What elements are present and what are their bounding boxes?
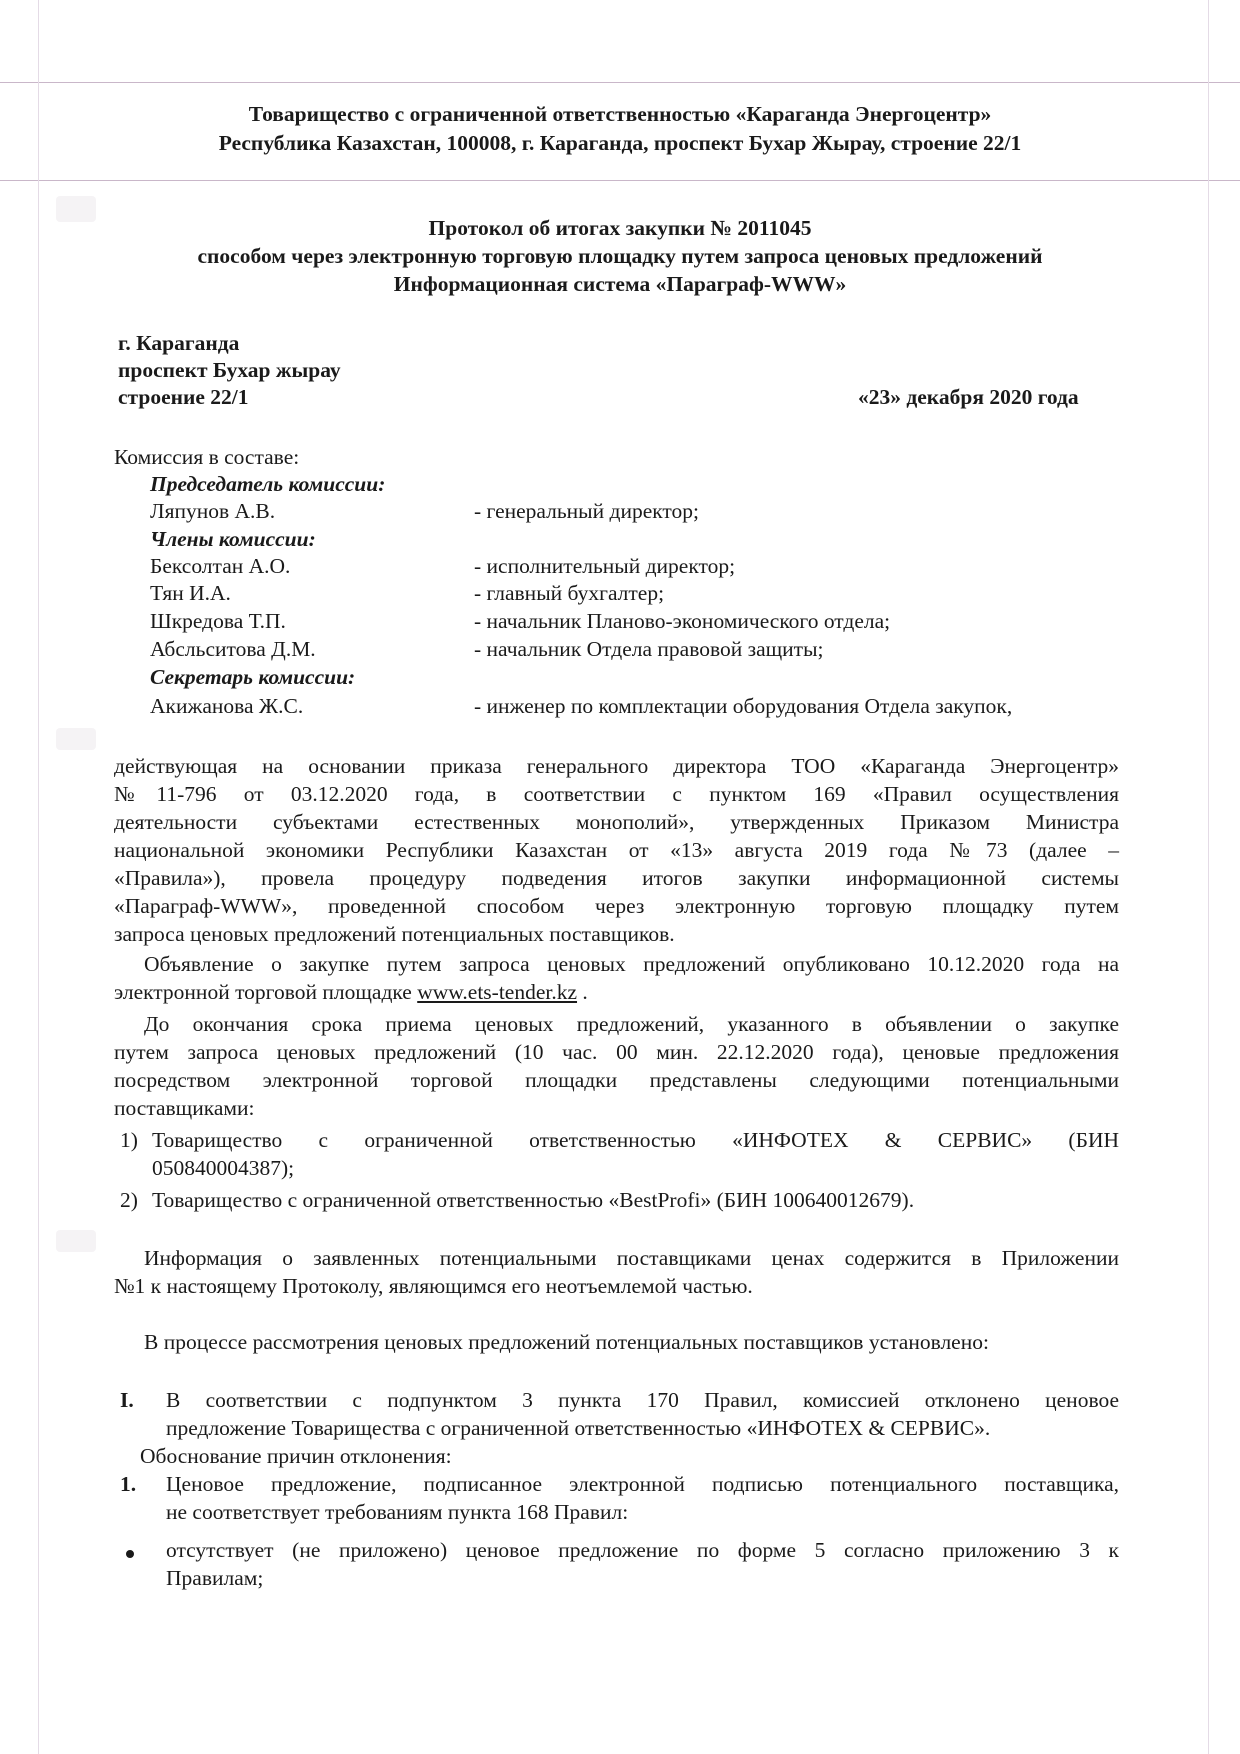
platform-link[interactable]: www.ets-tender.kz — [417, 980, 578, 1004]
section-line: В соответствии с подпунктом 3 пункта 170 Правил, комиссией отклонено ценовое — [166, 1388, 1119, 1412]
chair-role: - генеральный директор; — [474, 499, 699, 523]
paragraph-line: «Правила»), провела процедуру подведения итогов закупки информационной системы — [114, 866, 1119, 890]
bullet-text — [166, 1536, 1119, 1592]
org-address: Республика Казахстан, 100008, г. Караганда, проспект Бухар Жырау, строение 22/1 — [218, 131, 1022, 155]
basis-paragraph — [114, 752, 1119, 948]
rejection-reason-heading: Обоснование причин отклонения: — [140, 1444, 452, 1468]
reason-number: 1. — [120, 1472, 137, 1496]
sentence-end: . — [582, 980, 588, 1004]
scan-smudge — [56, 728, 96, 750]
member-name: Шкредова Т.П. — [150, 609, 286, 633]
paragraph-line: №1 к настоящему Протоколу, являющимся его неотъемлемой частью. — [114, 1274, 753, 1298]
member-name: Тян И.А. — [150, 581, 231, 605]
supplier-text: Товарищество с ограниченной ответственностью «ИНФОТЕХ & СЕРВИС» (БИН — [152, 1128, 1119, 1152]
member-name: Бексолтан А.О. — [150, 554, 291, 578]
bullet-line: отсутствует (не приложено) ценовое предложение по форме 5 согласно приложению 3 к — [166, 1538, 1119, 1562]
announcement-paragraph — [114, 950, 1119, 1006]
protocol-subject: Информационная система «Параграф-WWW» — [393, 272, 847, 296]
paragraph-line: посредством электронной торговой площадки представлены следующими потенциальными — [114, 1068, 1119, 1092]
paragraph-line: поставщиками: — [114, 1096, 255, 1120]
paragraph-line: национальной экономики Республики Казахстан от «13» августа 2019 года №73 (далее – — [114, 838, 1119, 862]
paragraph-line: Объявление о закупке путем запроса ценовых предложений опубликовано 10.12.2020 года на — [144, 952, 1119, 976]
reason-text — [166, 1470, 1119, 1526]
paragraph-line: путем запроса ценовых предложений (10 час. 00 мин. 22.12.2020 года), ценовые предложения — [114, 1040, 1119, 1064]
members-heading: Члены комиссии: — [150, 527, 316, 551]
protocol-date: «23» декабря 2020 года — [858, 385, 1079, 409]
secretary-role: - инженер по комплектации оборудования Отдела закупок, — [474, 694, 1013, 718]
supplier-text: 050840004387); — [152, 1156, 295, 1180]
supplier-line — [152, 1126, 1119, 1182]
member-role: - исполнительный директор; — [474, 554, 736, 578]
platform-label: электронной торговой площадке — [114, 980, 412, 1004]
findings-intro: В процессе рассмотрения ценовых предложений потенциальных поставщиков установлено: — [144, 1330, 989, 1354]
commission-intro: Комиссия в составе: — [114, 445, 300, 469]
secretary-heading: Секретарь комиссии: — [150, 665, 356, 689]
place-street: проспект Бухар жырау — [118, 358, 341, 382]
paragraph-line — [114, 978, 1119, 1006]
bullet-line: Правилам; — [166, 1566, 264, 1590]
paragraph-line: №11-796 от 03.12.2020 года, в соответствии с пунктом 169 «Правил осуществления — [114, 782, 1119, 806]
reason-line: Ценовое предложение, подписанное электронной подписью потенциального поставщика, — [166, 1472, 1119, 1496]
paragraph-line: деятельности субъектами естественных монополий», утвержденных Приказом Министра — [114, 810, 1119, 834]
paragraph-line: До окончания срока приема ценовых предложений, указанного в объявлении о закупке — [144, 1012, 1119, 1036]
chair-heading: Председатель комиссии: — [150, 472, 386, 496]
supplier-number: 1) — [120, 1128, 138, 1152]
place-city: г. Караганда — [118, 331, 240, 355]
member-name: Абсльситова Д.М. — [150, 637, 316, 661]
member-role: - начальник Отдела правовой защиты; — [474, 637, 824, 661]
section-number: I. — [120, 1388, 134, 1412]
place-building: строение 22/1 — [118, 385, 249, 409]
secretary-name: Акижанова Ж.С. — [150, 694, 304, 718]
supplier-line: Товарищество с ограниченной ответственностью «BestProfi» (БИН 100640012679). — [152, 1188, 915, 1212]
org-name: Товарищество с ограниченной ответственностью «Караганда Энергоцентр» — [248, 102, 992, 126]
submissions-paragraph — [114, 1010, 1119, 1122]
reason-line: не соответствует требованиям пункта 168 Правил: — [166, 1500, 629, 1524]
paragraph-line: запроса ценовых предложений потенциальных поставщиков. — [114, 922, 675, 946]
member-role: - главный бухгалтер; — [474, 581, 665, 605]
protocol-subtitle: способом через электронную торговую площадку путем запроса ценовых предложений — [197, 244, 1043, 268]
paragraph-line: «Параграф-WWW», проведенной способом через электронную торговую площадку путем — [114, 894, 1119, 918]
protocol-title: Протокол об итогах закупки № 2011045 — [428, 216, 812, 240]
header-rule — [0, 180, 1240, 181]
scan-smudge — [56, 1230, 96, 1252]
member-role: - начальник Планово-экономического отдела; — [474, 609, 891, 633]
chair-name: Ляпунов А.В. — [150, 499, 276, 523]
paragraph-line: Информация о заявленных потенциальными поставщиками ценах содержится в Приложении — [144, 1246, 1119, 1270]
section-text — [166, 1386, 1119, 1442]
section-line: предложение Товарищества с ограниченной ответственностью «ИНФОТЕХ & СЕРВИС». — [166, 1416, 991, 1440]
price-info-paragraph — [114, 1244, 1119, 1300]
supplier-number: 2) — [120, 1188, 138, 1212]
paragraph-line: действующая на основании приказа генерального директора ТОО «Караганда Энергоцентр» — [114, 754, 1119, 778]
top-rule — [0, 82, 1240, 83]
bullet-icon — [126, 1550, 134, 1558]
